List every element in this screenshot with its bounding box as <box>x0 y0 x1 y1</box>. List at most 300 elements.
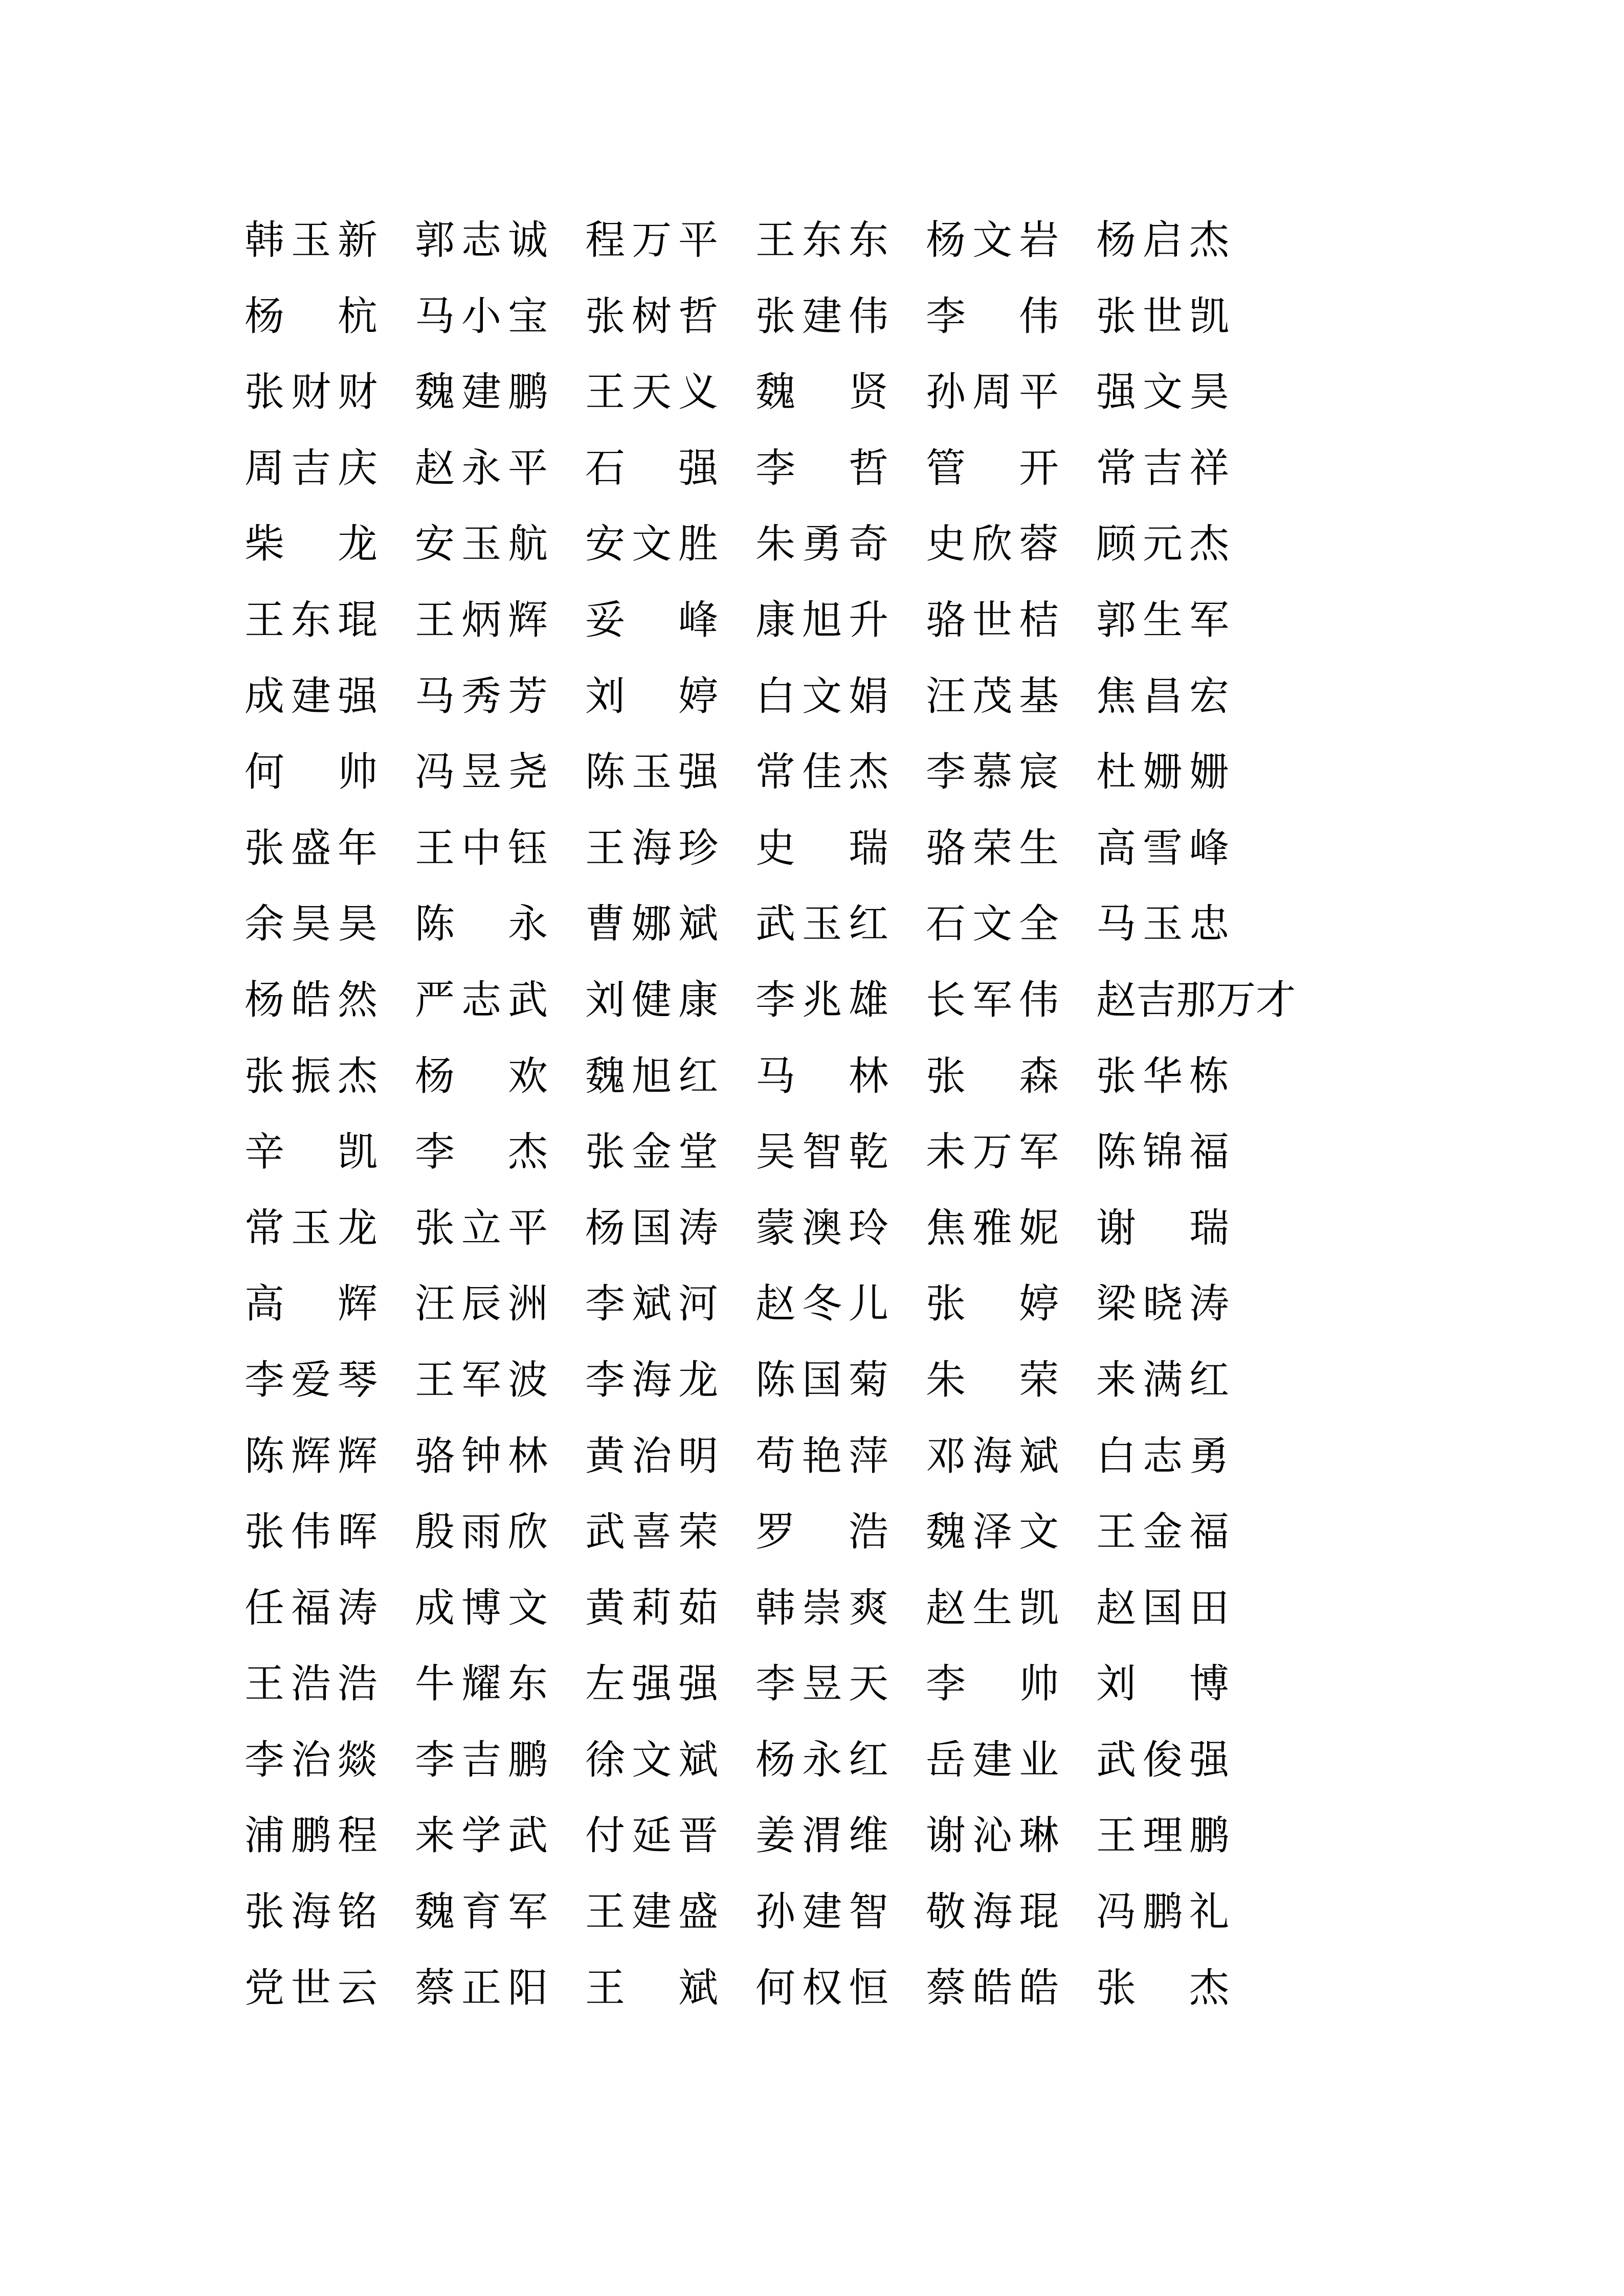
name-character: 张 <box>244 1889 285 1935</box>
name-character: 儿 <box>848 1281 888 1327</box>
name-character: 东 <box>848 217 888 263</box>
name-character: 吉 <box>291 445 331 491</box>
name-character: 玉 <box>631 749 672 796</box>
name-row <box>244 977 1296 1056</box>
name-cell <box>926 1965 1096 2011</box>
person-name <box>415 521 548 568</box>
name-cell <box>755 521 926 568</box>
name-cell <box>1096 1433 1266 1479</box>
name-cell <box>415 369 585 416</box>
name-cell <box>585 1357 755 1403</box>
name-character: 欣 <box>507 1509 548 1556</box>
name-character: 明 <box>678 1433 718 1479</box>
name-character: 文 <box>1018 1509 1059 1556</box>
name-cell <box>926 1357 1096 1403</box>
name-character: 斌 <box>678 901 718 948</box>
name-cell <box>1096 293 1266 340</box>
name-character: 文 <box>802 673 842 719</box>
person-name <box>244 977 377 1023</box>
name-cell <box>1096 217 1266 263</box>
name-character: 林 <box>848 1053 888 1099</box>
person-name <box>585 597 718 643</box>
name-row <box>244 1129 1266 1208</box>
name-character: 天 <box>631 369 672 416</box>
name-character: 义 <box>678 369 718 416</box>
name-character: 杨 <box>585 1205 626 1251</box>
name-character: 张 <box>244 1509 285 1556</box>
name-character: 瑞 <box>1189 1205 1229 1251</box>
name-character: 贤 <box>848 369 888 416</box>
name-character: 汪 <box>926 673 966 719</box>
name-character: 海 <box>631 825 672 871</box>
person-name <box>1096 1815 1229 1857</box>
name-character: 旭 <box>631 1053 672 1099</box>
person-name <box>415 1965 548 2011</box>
name-row <box>244 1815 1266 1892</box>
person-name <box>926 293 1059 340</box>
name-cell <box>244 1889 415 1935</box>
name-cell <box>585 1053 755 1099</box>
name-character: 何 <box>755 1965 796 2011</box>
person-name <box>585 1889 718 1935</box>
name-character: 乾 <box>848 1129 888 1176</box>
name-character: 立 <box>461 1205 501 1251</box>
name-character: 王 <box>585 1965 626 2011</box>
name-character: 来 <box>415 1813 455 1859</box>
name-character: 文 <box>972 217 1012 263</box>
name-character: 燚 <box>337 1737 377 1783</box>
name-character: 权 <box>802 1965 842 2011</box>
name-character: 钰 <box>507 825 548 871</box>
name-character: 王 <box>585 825 626 871</box>
name-cell <box>755 1585 926 1631</box>
name-character: 涛 <box>1189 1281 1229 1327</box>
person-name <box>415 597 548 643</box>
name-character: 姗 <box>1189 749 1229 796</box>
person-name <box>1096 1357 1229 1403</box>
name-row <box>244 1965 1266 2044</box>
name-character: 蔡 <box>415 1965 455 2011</box>
name-character: 茂 <box>972 673 1012 719</box>
name-cell <box>926 1205 1096 1251</box>
name-character: 铭 <box>337 1889 377 1935</box>
name-character: 琳 <box>1018 1813 1059 1859</box>
name-cell <box>244 1281 415 1327</box>
name-character: 博 <box>461 1585 501 1631</box>
name-character: 罗 <box>755 1509 796 1556</box>
name-character: 萍 <box>848 1433 888 1479</box>
name-character: 冯 <box>415 749 455 796</box>
name-cell <box>585 369 755 416</box>
name-character: 秀 <box>461 673 501 719</box>
name-character: 王 <box>585 1889 626 1935</box>
name-character: 张 <box>926 1053 966 1099</box>
name-character: 敬 <box>926 1889 966 1935</box>
name-cell <box>585 217 755 263</box>
name-character: 福 <box>1189 1129 1229 1176</box>
name-character: 哲 <box>848 445 888 491</box>
person-name <box>585 445 718 491</box>
person-name <box>585 521 718 568</box>
name-character: 朱 <box>755 521 796 568</box>
name-character: 浩 <box>337 1661 377 1707</box>
person-name <box>585 1053 718 1099</box>
name-character: 生 <box>972 1585 1012 1631</box>
name-character: 周 <box>244 445 285 491</box>
name-character: 妥 <box>585 597 626 643</box>
name-character: 程 <box>337 1813 377 1859</box>
name-character: 姗 <box>1142 749 1183 796</box>
name-cell <box>244 1205 415 1251</box>
name-character: 汪 <box>415 1281 455 1327</box>
person-name <box>926 1889 1059 1935</box>
name-cell <box>585 293 755 340</box>
person-name <box>244 1889 377 1935</box>
name-character: 渭 <box>802 1813 842 1859</box>
name-character: 任 <box>244 1585 285 1631</box>
person-name <box>755 1357 888 1403</box>
name-character: 姜 <box>755 1813 796 1859</box>
name-character: 杰 <box>1189 521 1229 568</box>
name-cell <box>1096 1053 1266 1099</box>
name-cell <box>585 1889 755 1935</box>
name-character: 勇 <box>802 521 842 568</box>
person-name <box>1096 749 1229 796</box>
name-character: 莉 <box>631 1585 672 1631</box>
name-character: 福 <box>291 1585 331 1631</box>
name-cell <box>244 1053 415 1099</box>
name-character: 强 <box>337 673 377 719</box>
name-character: 生 <box>1018 825 1059 871</box>
person-name <box>1096 293 1229 340</box>
name-character: 海 <box>972 1433 1012 1479</box>
name-character: 赵 <box>755 1281 796 1327</box>
name-cell <box>755 1965 926 2011</box>
name-cell <box>755 597 926 643</box>
name-cell <box>1096 597 1266 643</box>
name-character: 史 <box>926 521 966 568</box>
name-character: 娜 <box>631 901 672 948</box>
name-character: 辰 <box>461 1281 501 1327</box>
person-name <box>1096 217 1229 263</box>
name-cell <box>415 1737 585 1783</box>
name-character: 全 <box>1018 901 1059 948</box>
name-character: 昊 <box>1189 369 1229 416</box>
name-character: 航 <box>507 521 548 568</box>
name-character: 万 <box>1216 977 1256 1023</box>
person-name <box>1096 1433 1229 1479</box>
person-name <box>1096 1281 1229 1327</box>
name-character: 昱 <box>461 749 501 796</box>
name-character: 玲 <box>848 1205 888 1251</box>
name-character: 琨 <box>1018 1889 1059 1935</box>
name-character: 芳 <box>507 673 548 719</box>
name-character: 钟 <box>461 1433 501 1479</box>
person-name <box>415 901 548 948</box>
name-character: 周 <box>972 369 1012 416</box>
name-character: 智 <box>848 1889 888 1935</box>
name-character: 焦 <box>926 1205 966 1251</box>
name-cell <box>244 825 415 871</box>
name-character: 强 <box>631 1661 672 1707</box>
name-character: 郭 <box>1096 597 1137 643</box>
name-character: 浩 <box>848 1509 888 1556</box>
name-character: 高 <box>1096 825 1137 871</box>
name-character: 茹 <box>678 1585 718 1631</box>
name-character: 康 <box>755 597 796 643</box>
name-character: 沁 <box>972 1813 1012 1859</box>
name-character: 才 <box>1256 977 1296 1023</box>
person-name <box>415 1205 548 1251</box>
name-character: 涛 <box>337 1585 377 1631</box>
name-character: 王 <box>415 1357 455 1403</box>
person-name <box>585 1357 718 1403</box>
name-character: 骆 <box>926 597 966 643</box>
name-character: 阳 <box>507 1965 548 2011</box>
name-character: 张 <box>585 1129 626 1176</box>
name-character: 军 <box>972 977 1012 1023</box>
name-character: 建 <box>802 293 842 340</box>
person-name <box>244 825 377 871</box>
name-cell <box>1096 1815 1266 1857</box>
name-character: 来 <box>1096 1357 1137 1403</box>
name-character: 平 <box>1018 369 1059 416</box>
name-character: 成 <box>415 1585 455 1631</box>
name-cell <box>585 521 755 568</box>
name-character: 玉 <box>291 217 331 263</box>
name-character: 慕 <box>972 749 1012 796</box>
name-character: 志 <box>461 977 501 1023</box>
person-name <box>755 1663 888 1705</box>
name-character: 文 <box>1142 369 1183 416</box>
name-character: 杰 <box>848 749 888 796</box>
name-character: 常 <box>1096 445 1137 491</box>
person-name <box>1096 1585 1229 1631</box>
person-name <box>585 1433 718 1479</box>
person-name <box>755 977 888 1023</box>
name-cell <box>415 1129 585 1176</box>
name-character: 魏 <box>415 369 455 416</box>
person-name <box>1096 521 1229 568</box>
name-character: 延 <box>631 1813 672 1859</box>
name-character: 曹 <box>585 901 626 948</box>
person-name <box>244 445 377 491</box>
person-name <box>755 1129 888 1176</box>
person-name <box>755 293 888 340</box>
person-name <box>1096 1663 1229 1705</box>
name-cell <box>415 445 585 491</box>
name-character: 杨 <box>755 1737 796 1783</box>
name-cell <box>1096 825 1266 871</box>
name-cell <box>926 901 1096 948</box>
name-character: 斌 <box>678 1737 718 1783</box>
name-character: 石 <box>926 901 966 948</box>
name-character: 昊 <box>337 901 377 948</box>
person-name <box>415 825 548 871</box>
name-character: 中 <box>461 825 501 871</box>
name-character: 王 <box>1096 1813 1137 1859</box>
name-row <box>244 1357 1266 1436</box>
name-character: 涛 <box>678 1205 718 1251</box>
name-character: 建 <box>972 1737 1012 1783</box>
name-cell <box>244 1965 415 2011</box>
name-character: 洲 <box>507 1281 548 1327</box>
name-character: 魏 <box>585 1053 626 1099</box>
name-character: 喜 <box>631 1509 672 1556</box>
name-cell <box>926 1663 1096 1705</box>
person-name <box>1096 445 1229 491</box>
name-character: 健 <box>631 977 672 1023</box>
name-row <box>244 1663 1266 1740</box>
person-name <box>926 1129 1059 1176</box>
name-character: 武 <box>1096 1737 1137 1783</box>
name-character: 李 <box>755 1661 796 1707</box>
name-character: 陈 <box>585 749 626 796</box>
person-name <box>755 1281 888 1327</box>
name-cell <box>755 1509 926 1556</box>
person-name <box>415 1585 548 1631</box>
person-name <box>755 901 888 948</box>
name-character: 瑞 <box>848 825 888 871</box>
person-name <box>415 1357 548 1403</box>
name-cell <box>585 1281 755 1327</box>
name-character: 张 <box>1096 293 1137 340</box>
name-row <box>244 1509 1266 1588</box>
name-character: 荣 <box>1018 1357 1059 1403</box>
name-character: 浦 <box>244 1813 285 1859</box>
name-character: 龙 <box>337 1205 377 1251</box>
name-character: 王 <box>415 825 455 871</box>
person-name <box>415 1737 548 1783</box>
name-character: 蒙 <box>755 1205 796 1251</box>
name-cell <box>755 977 926 1023</box>
name-cell <box>244 1509 415 1556</box>
person-name <box>244 1053 377 1099</box>
name-character: 杨 <box>415 1053 455 1099</box>
name-character: 财 <box>291 369 331 416</box>
person-name <box>585 217 718 263</box>
name-character: 雪 <box>1142 825 1183 871</box>
name-character: 安 <box>415 521 455 568</box>
person-name <box>926 749 1059 796</box>
name-character: 炳 <box>461 597 501 643</box>
name-character: 马 <box>415 673 455 719</box>
name-row <box>244 369 1266 448</box>
name-character: 陈 <box>1096 1129 1137 1176</box>
person-name <box>244 1433 377 1479</box>
person-name <box>926 1205 1059 1251</box>
name-cell <box>755 1433 926 1479</box>
name-cell <box>244 1585 415 1631</box>
person-name <box>415 445 548 491</box>
name-character: 忠 <box>1189 901 1229 948</box>
name-character: 何 <box>244 749 285 796</box>
name-character: 马 <box>415 293 455 340</box>
name-character: 万 <box>972 1129 1012 1176</box>
name-cell <box>755 1889 926 1935</box>
name-cell <box>585 1433 755 1479</box>
name-cell <box>244 901 415 948</box>
person-name <box>1096 977 1296 1023</box>
name-cell <box>926 1433 1096 1479</box>
name-character: 崇 <box>802 1585 842 1631</box>
name-cell <box>1096 673 1266 719</box>
name-character: 蓉 <box>1018 521 1059 568</box>
name-character: 王 <box>244 1661 285 1707</box>
name-character: 张 <box>585 293 626 340</box>
name-cell <box>1096 1509 1266 1556</box>
name-cell <box>755 749 926 796</box>
name-character: 红 <box>848 1737 888 1783</box>
name-cell <box>244 597 415 643</box>
name-cell <box>585 1965 755 2011</box>
name-cell <box>755 1053 926 1099</box>
person-name <box>926 1965 1059 2011</box>
person-name <box>585 1281 718 1327</box>
name-character: 育 <box>461 1889 501 1935</box>
name-character: 鹏 <box>1189 1813 1229 1859</box>
name-cell <box>244 977 415 1023</box>
person-name <box>755 445 888 491</box>
name-row <box>244 1205 1266 1284</box>
name-cell <box>415 825 585 871</box>
person-name <box>585 1815 718 1857</box>
name-character: 帅 <box>337 749 377 796</box>
name-cell <box>1096 1357 1266 1403</box>
name-character: 徐 <box>585 1737 626 1783</box>
name-cell <box>585 1585 755 1631</box>
name-character: 付 <box>585 1813 626 1859</box>
person-name <box>755 597 888 643</box>
name-grid <box>244 217 1296 2043</box>
name-character: 谢 <box>926 1813 966 1859</box>
name-character: 天 <box>848 1661 888 1707</box>
name-character: 长 <box>926 977 966 1023</box>
name-cell <box>585 445 755 491</box>
name-character: 晓 <box>1142 1281 1183 1327</box>
name-character: 皓 <box>1018 1965 1059 2011</box>
name-cell <box>585 749 755 796</box>
person-name <box>585 369 718 416</box>
name-character: 玉 <box>1142 901 1183 948</box>
name-cell <box>926 1281 1096 1327</box>
name-character: 未 <box>926 1129 966 1176</box>
person-name <box>755 825 888 871</box>
name-character: 博 <box>1189 1661 1229 1707</box>
name-character: 田 <box>1189 1585 1229 1631</box>
person-name <box>926 1357 1059 1403</box>
name-cell <box>244 1357 415 1403</box>
name-cell <box>1096 445 1266 491</box>
name-character: 业 <box>1018 1737 1059 1783</box>
name-character: 赵 <box>1096 1585 1137 1631</box>
name-cell <box>244 1815 415 1857</box>
name-cell <box>926 293 1096 340</box>
name-character: 艳 <box>802 1433 842 1479</box>
name-row <box>244 825 1266 904</box>
name-cell <box>926 673 1096 719</box>
name-character: 强 <box>1189 1737 1229 1783</box>
name-character: 波 <box>507 1357 548 1403</box>
name-character: 海 <box>291 1889 331 1935</box>
name-cell <box>585 977 755 1023</box>
name-cell <box>415 1205 585 1251</box>
name-character: 赵 <box>415 445 455 491</box>
person-name <box>415 1889 548 1935</box>
name-character: 杰 <box>507 1129 548 1176</box>
name-character: 智 <box>802 1129 842 1176</box>
name-character: 魏 <box>755 369 796 416</box>
